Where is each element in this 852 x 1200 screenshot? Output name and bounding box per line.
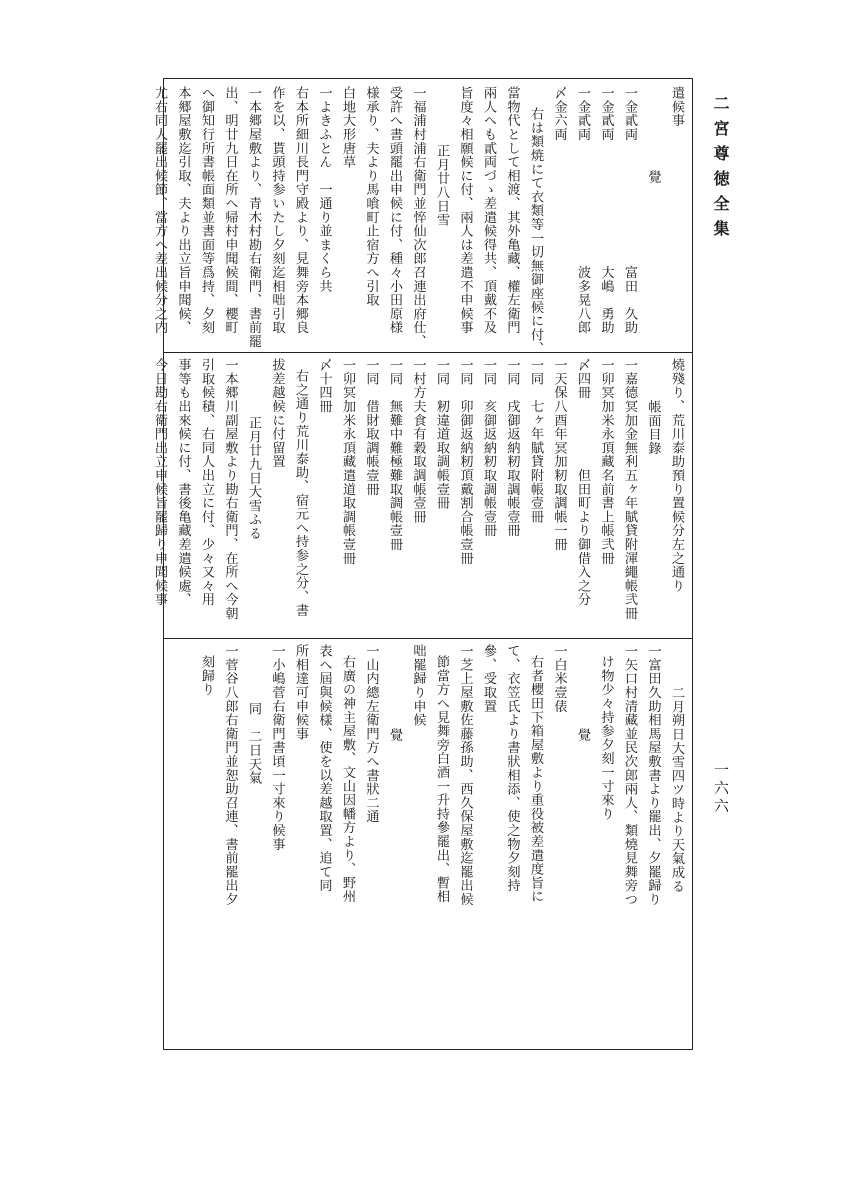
text-line: 旨度々相願候に付、兩人は差遣不申候事: [457, 86, 473, 335]
text-line: 出、明廿九日在所へ帰村申聞候間、櫻町: [222, 86, 238, 335]
text-line: 今日勘右衛門出立申候旨罷歸り申聞候事: [152, 358, 167, 607]
text-line: 一小嶋菅右衛門書頃一寸來り候事: [269, 644, 285, 851]
text-line: 〆四冊 但田町より御借入之分: [575, 358, 590, 607]
text-line: 一嘉德冥加金無利五ヶ年賦貸附渾繩帳弐冊: [622, 358, 637, 621]
text-line: 咄罷歸り申候: [410, 644, 426, 727]
text-line: け物少々持参夕刻一寸來り: [598, 654, 614, 821]
text-line: 拔差越候に付留置: [269, 358, 285, 469]
text-line: 當物代として相渡、其外亀藏、權左衛門: [504, 86, 520, 335]
upper-text-block: [152, 86, 688, 356]
text-line: 一金貳両 大嶋 勇助: [598, 86, 614, 335]
text-line: 一富田久助相馬屋敷書より罷出、夕罷歸り: [645, 644, 661, 907]
text-line: 〆金六両: [551, 86, 567, 142]
text-line: 一菅谷八郎右衛門並恕助召連、書前罷出夕: [222, 644, 238, 907]
text-line: 一卯冥加米永頂藏名前書上帳弐冊: [598, 358, 614, 565]
text-line: 一本郷屋敷より、青木村勘右衛門、書前罷: [246, 86, 261, 349]
text-line: 一芝上屋敷佐藤孫助、西久保屋敷迄罷出候: [457, 644, 473, 907]
text-line: 一福浦村浦右衛門並悴仙次郎召連出府仕、: [410, 86, 426, 349]
text-line: 兩人へも貳両づゝ差遣候得共、頂戴不及: [481, 86, 496, 335]
text-line: 本郷屋敷迄引取、夫より出立旨申聞候、: [175, 86, 191, 335]
text-line: 一同 戌御返納籾取調帳壹冊: [504, 358, 520, 538]
text-line: 一同 七ヶ年賦貸附帳壹冊: [528, 358, 543, 524]
text-line: 表へ屆與候樣、使を以差越取置、追て同: [316, 644, 332, 893]
text-line: 一本郷川副屋敷より勘右衛門、在所へ今朝: [222, 358, 238, 621]
text-line: 覺: [387, 728, 402, 743]
text-line: 覺: [645, 170, 661, 185]
text-line: 右廣の神主屋敷、文山因幡方より、野州: [340, 654, 355, 903]
text-line: 正月廿八日雪: [434, 144, 449, 227]
text-line: 受許へ書頭罷出申候に付、種々小田原様: [387, 86, 402, 335]
text-line: 燒殘り、荒川泰助預り置候分左之通り: [669, 358, 684, 593]
page-number: 一六六: [712, 762, 730, 816]
lower-text-block: [168, 644, 688, 1042]
text-line: 右之通り荒川泰助、宿元へ持参之分、書: [293, 368, 308, 617]
text-line: 所相達可申候事: [293, 644, 308, 741]
text-line: 右本所細川長門守殿より、見舞旁本郷良: [293, 86, 308, 335]
text-line: 一山内總左衛門方へ書狀二通: [363, 644, 379, 824]
section-divider-lower: [163, 638, 693, 639]
text-line: 一天保八酉年冥加籾取調帳一冊: [551, 358, 567, 552]
text-line: 同 二日天氣: [246, 702, 261, 785]
text-line: て、衣笠氏より書狀相添、使之物夕刻持: [504, 644, 520, 893]
text-line: 刻歸り: [199, 654, 214, 696]
text-line: へ御知行所書帳面類並書面等爲持、夕刻: [199, 86, 214, 335]
text-line: 正月廿九日大雪ふる: [246, 416, 261, 541]
text-line: 節當方へ見舞旁白酒一升持參罷出、暫相: [434, 654, 449, 903]
text-line: 一白米壹俵: [551, 644, 567, 713]
text-line: 一同 無難中難極難取調帳壹冊: [387, 358, 402, 552]
text-line: 一よきふとん 一通り並まくら共: [316, 86, 332, 293]
text-line: 一矢口村清藏並民次郎兩人、類燒見舞旁つ: [622, 644, 637, 907]
text-line: 帳面目錄: [645, 400, 661, 456]
text-line: 二月朔日大雪四ツ時より天氣成る: [669, 686, 684, 894]
text-line: 遣候事: [669, 86, 684, 128]
middle-text-block: [152, 358, 688, 634]
text-line: 一同 亥御返納籾取調帳壹冊: [481, 358, 496, 538]
text-line: 白地大形唐草: [340, 86, 355, 169]
text-line: 一金貳両 波多晃八郎: [575, 86, 590, 335]
text-line: 尤右同人罷出候節、當方へ差出候分之内: [152, 86, 167, 335]
text-line: 一同 籾違道取調帳壹冊: [434, 358, 449, 510]
text-line: 覺: [575, 728, 590, 743]
text-line: 一同 借財取調帳壹冊: [363, 358, 379, 496]
text-line: 右は類焼にて衣類等一切無御座候に付、: [528, 107, 543, 356]
text-line: 一同 卯御返納籾頂戴割合帳壹冊: [457, 358, 473, 565]
text-line: 參、受取置: [481, 644, 496, 713]
text-line: 一村方夫食有穀取調帳壹冊: [410, 358, 426, 524]
running-title: 二宮尊徳全集: [711, 95, 730, 245]
section-divider-upper: [163, 352, 693, 353]
text-line: 一卯冥加米永頂藏遣道取調帳壹冊: [340, 358, 355, 565]
text-line: 右者櫻田下箱屋敷より重役被差遣度旨に: [528, 654, 543, 903]
text-line: 様承り、夫より馬喰町止宿方へ引取: [363, 86, 379, 307]
text-line: 事等も出來候に付、書後亀藏差遣候處、: [175, 358, 191, 607]
text-line: 〆十四冊: [316, 358, 332, 414]
text-line: 一金貳両 富田 久助: [622, 86, 637, 335]
text-line: 引取候積、右同人出立に付、少々又々用: [199, 358, 214, 607]
text-line: 作を以、貰頭持参いたし夕刻迄相咄引取: [269, 86, 285, 335]
